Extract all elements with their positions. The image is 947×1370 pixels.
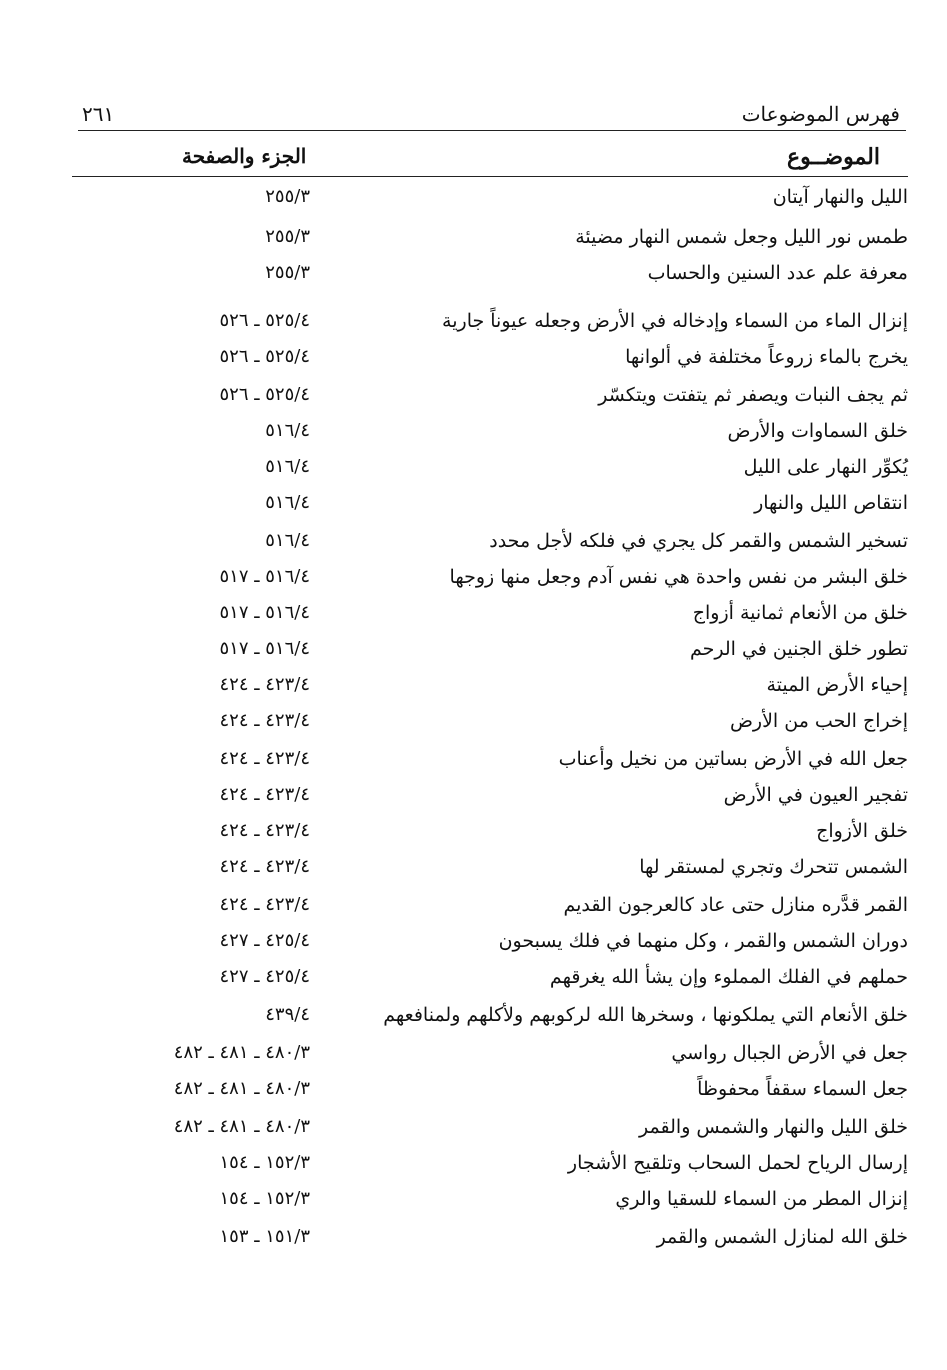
index-row xyxy=(100,310,908,344)
topic-text: خلق الله لمنازل الشمس والقمر xyxy=(656,1226,908,1248)
topic-text: يُكوِّر النهار على الليل xyxy=(743,456,908,478)
index-row xyxy=(100,820,908,854)
page-reference: ٤٨٠/٣ ـ ٤٨١ ـ ٤٨٢ xyxy=(173,1116,310,1137)
index-row xyxy=(100,456,908,490)
index-row xyxy=(100,346,908,380)
page-reference: ١٥١/٣ ـ ١٥٣ xyxy=(219,1226,310,1247)
topic-text: خلق الأزواج xyxy=(816,820,908,842)
index-row xyxy=(100,1004,908,1038)
page-reference: ٤٢٣/٤ ـ ٤٢٤ xyxy=(219,820,310,841)
topic-text: خلق البشر من نفس واحدة هي نفس آدم وجعل منها زوجها xyxy=(449,566,908,588)
page-reference: ٥٢٥/٤ ـ ٥٢٦ xyxy=(219,310,310,331)
index-row xyxy=(100,384,908,418)
topic-text: إحياء الأرض الميتة xyxy=(766,674,908,696)
topic-text: تسخير الشمس والقمر كل يجري في فلكه لأجل محدد xyxy=(489,530,908,552)
topic-text: انتقاص الليل والنهار xyxy=(754,492,908,514)
topic-text: دوران الشمس والقمر ، وكل منهما في فلك يسبحون xyxy=(498,930,908,952)
page-reference: ٤٢٣/٤ ـ ٤٢٤ xyxy=(219,748,310,769)
index-row xyxy=(100,262,908,296)
page-reference: ١٥٢/٣ ـ ١٥٤ xyxy=(219,1152,310,1173)
page-reference: ٢٥٥/٣ xyxy=(265,186,310,207)
topic-text: خلق الليل والنهار والشمس والقمر xyxy=(639,1116,908,1138)
topic-text: إخراج الحب من الأرض xyxy=(729,710,908,732)
page-reference: ٥١٦/٤ xyxy=(265,456,310,477)
topic-text: خلق من الأنعام ثمانية أزواج xyxy=(692,602,908,624)
page-reference: ٥١٦/٤ xyxy=(265,492,310,513)
topic-text: تفجير العيون في الأرض xyxy=(723,784,908,806)
page-reference: ٥١٦/٤ ـ ٥١٧ xyxy=(219,566,310,587)
topic-text: خلق السماوات والأرض xyxy=(727,420,908,442)
page-reference: ٥٢٥/٤ ـ ٥٢٦ xyxy=(219,346,310,367)
index-row xyxy=(100,226,908,260)
topic-text: جعل في الأرض الجبال رواسي xyxy=(671,1042,908,1064)
topic-text: إرسال الرياح لحمل السحاب وتلقيح الأشجار xyxy=(567,1152,908,1174)
index-row xyxy=(100,894,908,928)
index-row xyxy=(100,784,908,818)
index-row xyxy=(100,1042,908,1076)
index-row xyxy=(100,1116,908,1150)
topic-text: طمس نور الليل وجعل شمس النهار مضيئة xyxy=(575,226,908,248)
page-reference: ٤٢٣/٤ ـ ٤٢٤ xyxy=(219,674,310,695)
page-number: ٢٦١ xyxy=(82,102,115,126)
index-row xyxy=(100,1188,908,1222)
index-row xyxy=(100,492,908,526)
topic-text: تطور خلق الجنين في الرحم xyxy=(689,638,908,660)
topic-text: الليل والنهار آيتان xyxy=(772,186,908,208)
topic-text: إنزال المطر من السماء للسقيا والري xyxy=(615,1188,908,1210)
topic-text: خلق الأنعام التي يملكونها ، وسخرها الله لركوبهم ولأكلهم ولمنافعهم xyxy=(383,1004,908,1026)
page-reference: ١٥٢/٣ ـ ١٥٤ xyxy=(219,1188,310,1209)
topic-text: إنزال الماء من السماء وإدخاله في الأرض وجعله عيوناً جارية xyxy=(442,310,908,332)
topic-text: ثم يجف النبات ويصفر ثم يتفتت ويتكسّر xyxy=(598,384,908,406)
index-row xyxy=(100,710,908,744)
page-reference: ٥١٦/٤ ـ ٥١٧ xyxy=(219,638,310,659)
topic-text: الشمس تتحرك وتجري لمستقر لها xyxy=(639,856,908,878)
index-row xyxy=(100,638,908,672)
page-reference: ٥١٦/٤ xyxy=(265,420,310,441)
header-title: فهرس الموضوعات xyxy=(741,102,900,126)
page-reference: ٤٨٠/٣ ـ ٤٨١ ـ ٤٨٢ xyxy=(173,1078,310,1099)
index-row xyxy=(100,186,908,220)
index-row xyxy=(100,1078,908,1112)
page-reference: ٥٢٥/٤ ـ ٥٢٦ xyxy=(219,384,310,405)
index-row xyxy=(100,602,908,636)
page-reference: ٢٥٥/٣ xyxy=(265,226,310,247)
index-row xyxy=(100,1226,908,1260)
page-reference: ٤٢٣/٤ ـ ٤٢٤ xyxy=(219,784,310,805)
page-reference: ٤٢٣/٤ ـ ٤٢٤ xyxy=(219,894,310,915)
index-row xyxy=(100,674,908,708)
page-reference: ٤٢٣/٤ ـ ٤٢٤ xyxy=(219,710,310,731)
index-row xyxy=(100,1152,908,1186)
page-reference: ٥١٦/٤ ـ ٥١٧ xyxy=(219,602,310,623)
index-row xyxy=(100,420,908,454)
page-reference: ٤٣٩/٤ xyxy=(265,1004,310,1025)
index-row xyxy=(100,966,908,1000)
page-reference: ٤٢٣/٤ ـ ٤٢٤ xyxy=(219,856,310,877)
index-row xyxy=(100,930,908,964)
reference-column-header: الجزء والصفحة xyxy=(182,144,307,168)
index-row xyxy=(100,748,908,782)
page-reference: ٥١٦/٤ xyxy=(265,530,310,551)
topic-text: القمر قدَّره منازل حتى عاد كالعرجون القديم xyxy=(563,894,908,916)
index-row xyxy=(100,530,908,564)
topic-text: يخرج بالماء زروعاً مختلفة في ألوانها xyxy=(625,346,908,368)
topic-text: معرفة علم عدد السنين والحساب xyxy=(647,262,908,284)
topic-column-header: الموضــوع xyxy=(787,144,880,170)
index-row xyxy=(100,566,908,600)
topic-text: جعل الله في الأرض بساتين من نخيل وأعناب xyxy=(558,748,908,770)
page-reference: ٤٢٥/٤ ـ ٤٢٧ xyxy=(219,966,310,987)
page-reference: ٢٥٥/٣ xyxy=(265,262,310,283)
topic-text: جعل السماء سقفاً محفوظاً xyxy=(697,1078,908,1100)
page-reference: ٤٨٠/٣ ـ ٤٨١ ـ ٤٨٢ xyxy=(173,1042,310,1063)
page-reference: ٤٢٥/٤ ـ ٤٢٧ xyxy=(219,930,310,951)
index-row xyxy=(100,856,908,890)
topic-text: حملهم في الفلك المملوء وإن يشأ الله يغرقهم xyxy=(549,966,908,988)
